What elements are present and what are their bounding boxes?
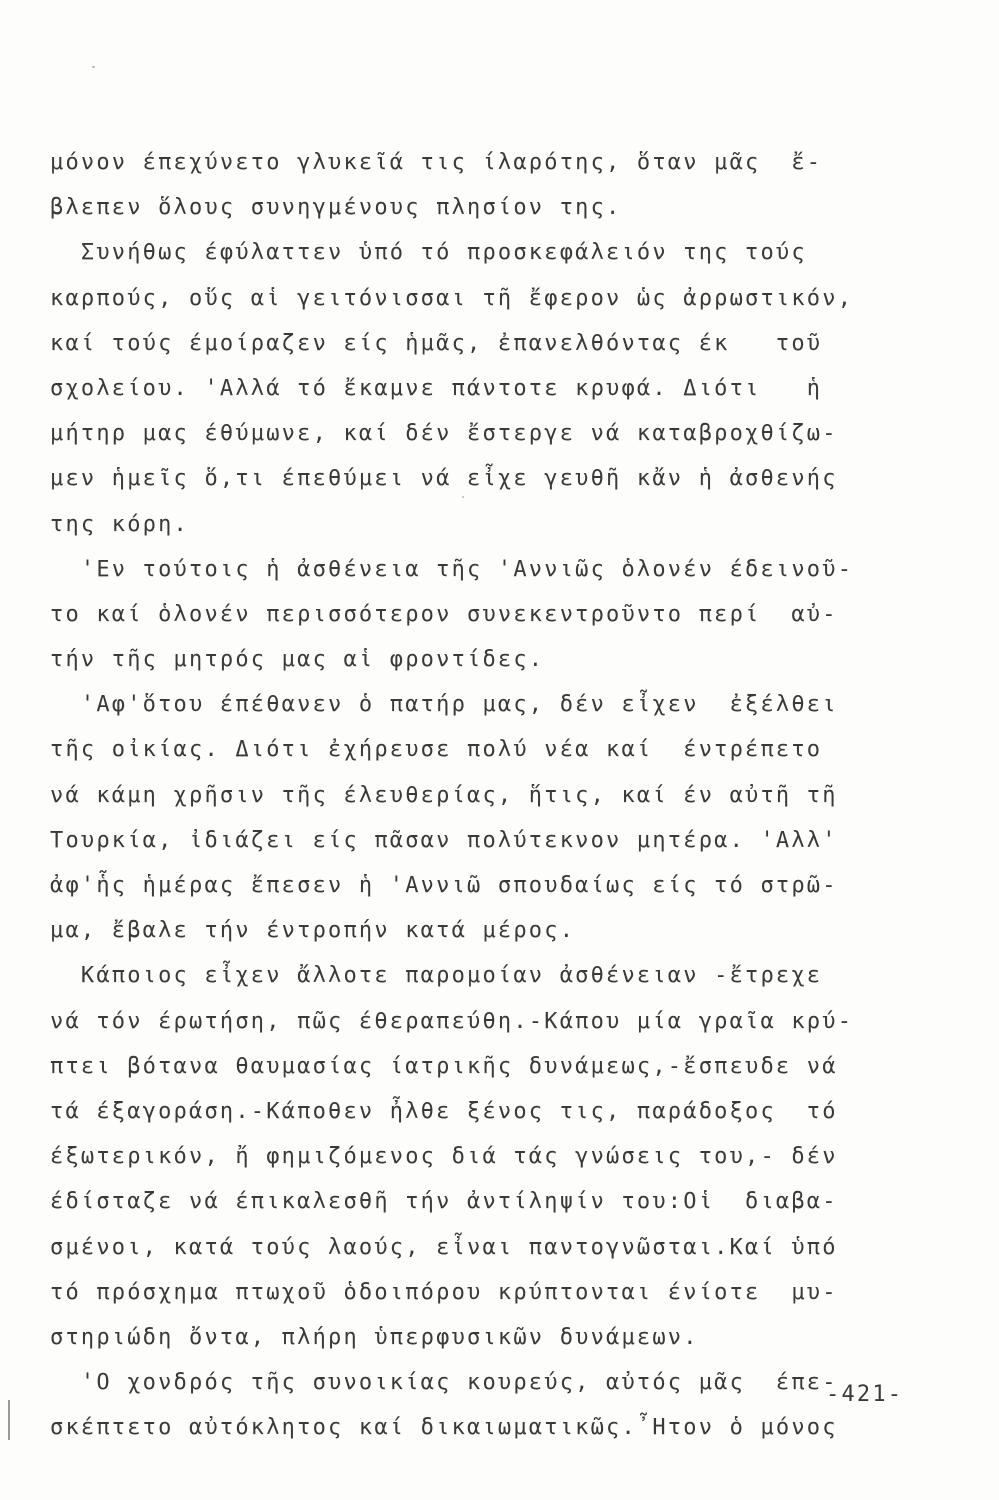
text-line: τῆς οἰκίας. Διότι ἐχήρευσε πολύ νέα καί έντρέπετο — [50, 737, 823, 763]
text-line: βλεπεν ὅλους συνηγμένους πλησίον της. — [50, 195, 622, 221]
text-line: μα, ἔβαλε τήν έντροπήν κατά μέρος. — [50, 918, 576, 944]
text-line: τό πρόσχημα πτωχοῦ ὁδοιπόρου κρύπτονται ένίοτε μυ- — [50, 1279, 838, 1305]
scan-speck — [462, 496, 464, 498]
scan-speck — [92, 66, 95, 68]
text-line: της κόρη. — [50, 511, 190, 537]
text-line: έδίσταζε νά έπικαλεσθῆ τήν ἀντίληψίν του:Οἱ διαβα- — [50, 1189, 838, 1215]
text-line: καί τούς έμοίραζεν είς ἡμᾶς, ἐπανελθόντας έκ τοῦ — [50, 330, 823, 356]
text-line: ἀφ'ἧς ἡμέρας ἔπεσεν ἡ 'Αννιῶ σπουδαίως είς τό στρῶ- — [50, 873, 838, 898]
page-number: -421- — [826, 1382, 904, 1407]
text-line: 'Αφ'ὅτου έπέθανεν ὁ πατήρ μας, δέν εἶχεν ἐξέλθει — [50, 692, 838, 718]
text-line: πτει βότανα θαυμασίας ίατρικῆς δυνάμεως,-ἔσπευδε νά — [50, 1053, 838, 1079]
text-line: Τουρκία, ἰδιάζει είς πᾶσαν πολύτεκνον μητέρα. 'Αλλ' — [50, 827, 838, 853]
text-line: νά τόν έρωτήση, πῶς έθεραπεύθη.-Κάπου μία γραῖα κρύ- — [50, 1008, 854, 1034]
text-line: σκέπτετο αὐτόκλητος καί δικαιωματικῶς.῏Ητον ὁ μόνος — [50, 1415, 838, 1441]
text-line: τά έξαγοράση.-Κάποθεν ἦλθε ξένος τις, παράδοξος τό — [50, 1098, 838, 1124]
text-line: Συνήθως έφύλαττεν ὑπό τό προσκεφάλειόν της τούς — [50, 240, 807, 266]
text-line: 'Ο χονδρός τῆς συνοικίας κουρεύς, αὐτός μᾶς έπε- — [50, 1370, 838, 1396]
text-line: τήν τῆς μητρός μας αἱ φροντίδες. — [50, 647, 545, 673]
text-line: μήτηρ μας έθύμωνε, καί δέν ἔστεργε νά καταβροχθίζω- — [50, 421, 838, 447]
text-line: μεν ἡμεῖς ὅ,τι έπεθύμει νά εἶχε γευθῆ κἄν ἡ ἀσθενής — [50, 466, 838, 492]
scan-edge-mark — [8, 1400, 10, 1440]
text-line: στηριώδη ὄντα, πλήρη ὑπερφυσικῶν δυνάμεων. — [50, 1324, 699, 1350]
text-line: το καί ὁλονέν περισσότερον συνεκεντροῦντο περί αὐ- — [50, 601, 838, 627]
text-line: καρπούς, οὕς αἱ γειτόνισσαι τῆ ἔφερον ὡς ἀρρωστικόν, — [50, 285, 854, 311]
text-line: σμένοι, κατά τούς λαούς, εἶναι παντογνῶσται.Καί ὑπό — [50, 1234, 838, 1260]
text-line: Κάποιος εἶχεν ἄλλοτε παρομοίαν ἀσθένειαν -ἔτρεχε — [50, 963, 823, 989]
text-line: μόνον έπεχύνετο γλυκεῖά τις ίλαρότης, ὅταν μᾶς ἔ- — [50, 150, 823, 175]
text-line: σχολείου. 'Αλλά τό ἔκαμνε πάντοτε κρυφά. Διότι ἡ — [50, 375, 823, 401]
text-line: 'Εν τούτοις ἡ ἀσθένεια τῆς 'Αννιῶς ὁλονέν έδεινοῦ- — [50, 556, 854, 582]
text-line: έξωτερικόν, ἤ φημιζόμενος διά τάς γνώσεις του,- δέν — [50, 1144, 838, 1170]
text-line: νά κάμη χρῆσιν τῆς έλευθερίας, ἥτις, καί έν αὐτῆ τῆ — [50, 782, 838, 808]
body-text — [50, 140, 930, 1450]
